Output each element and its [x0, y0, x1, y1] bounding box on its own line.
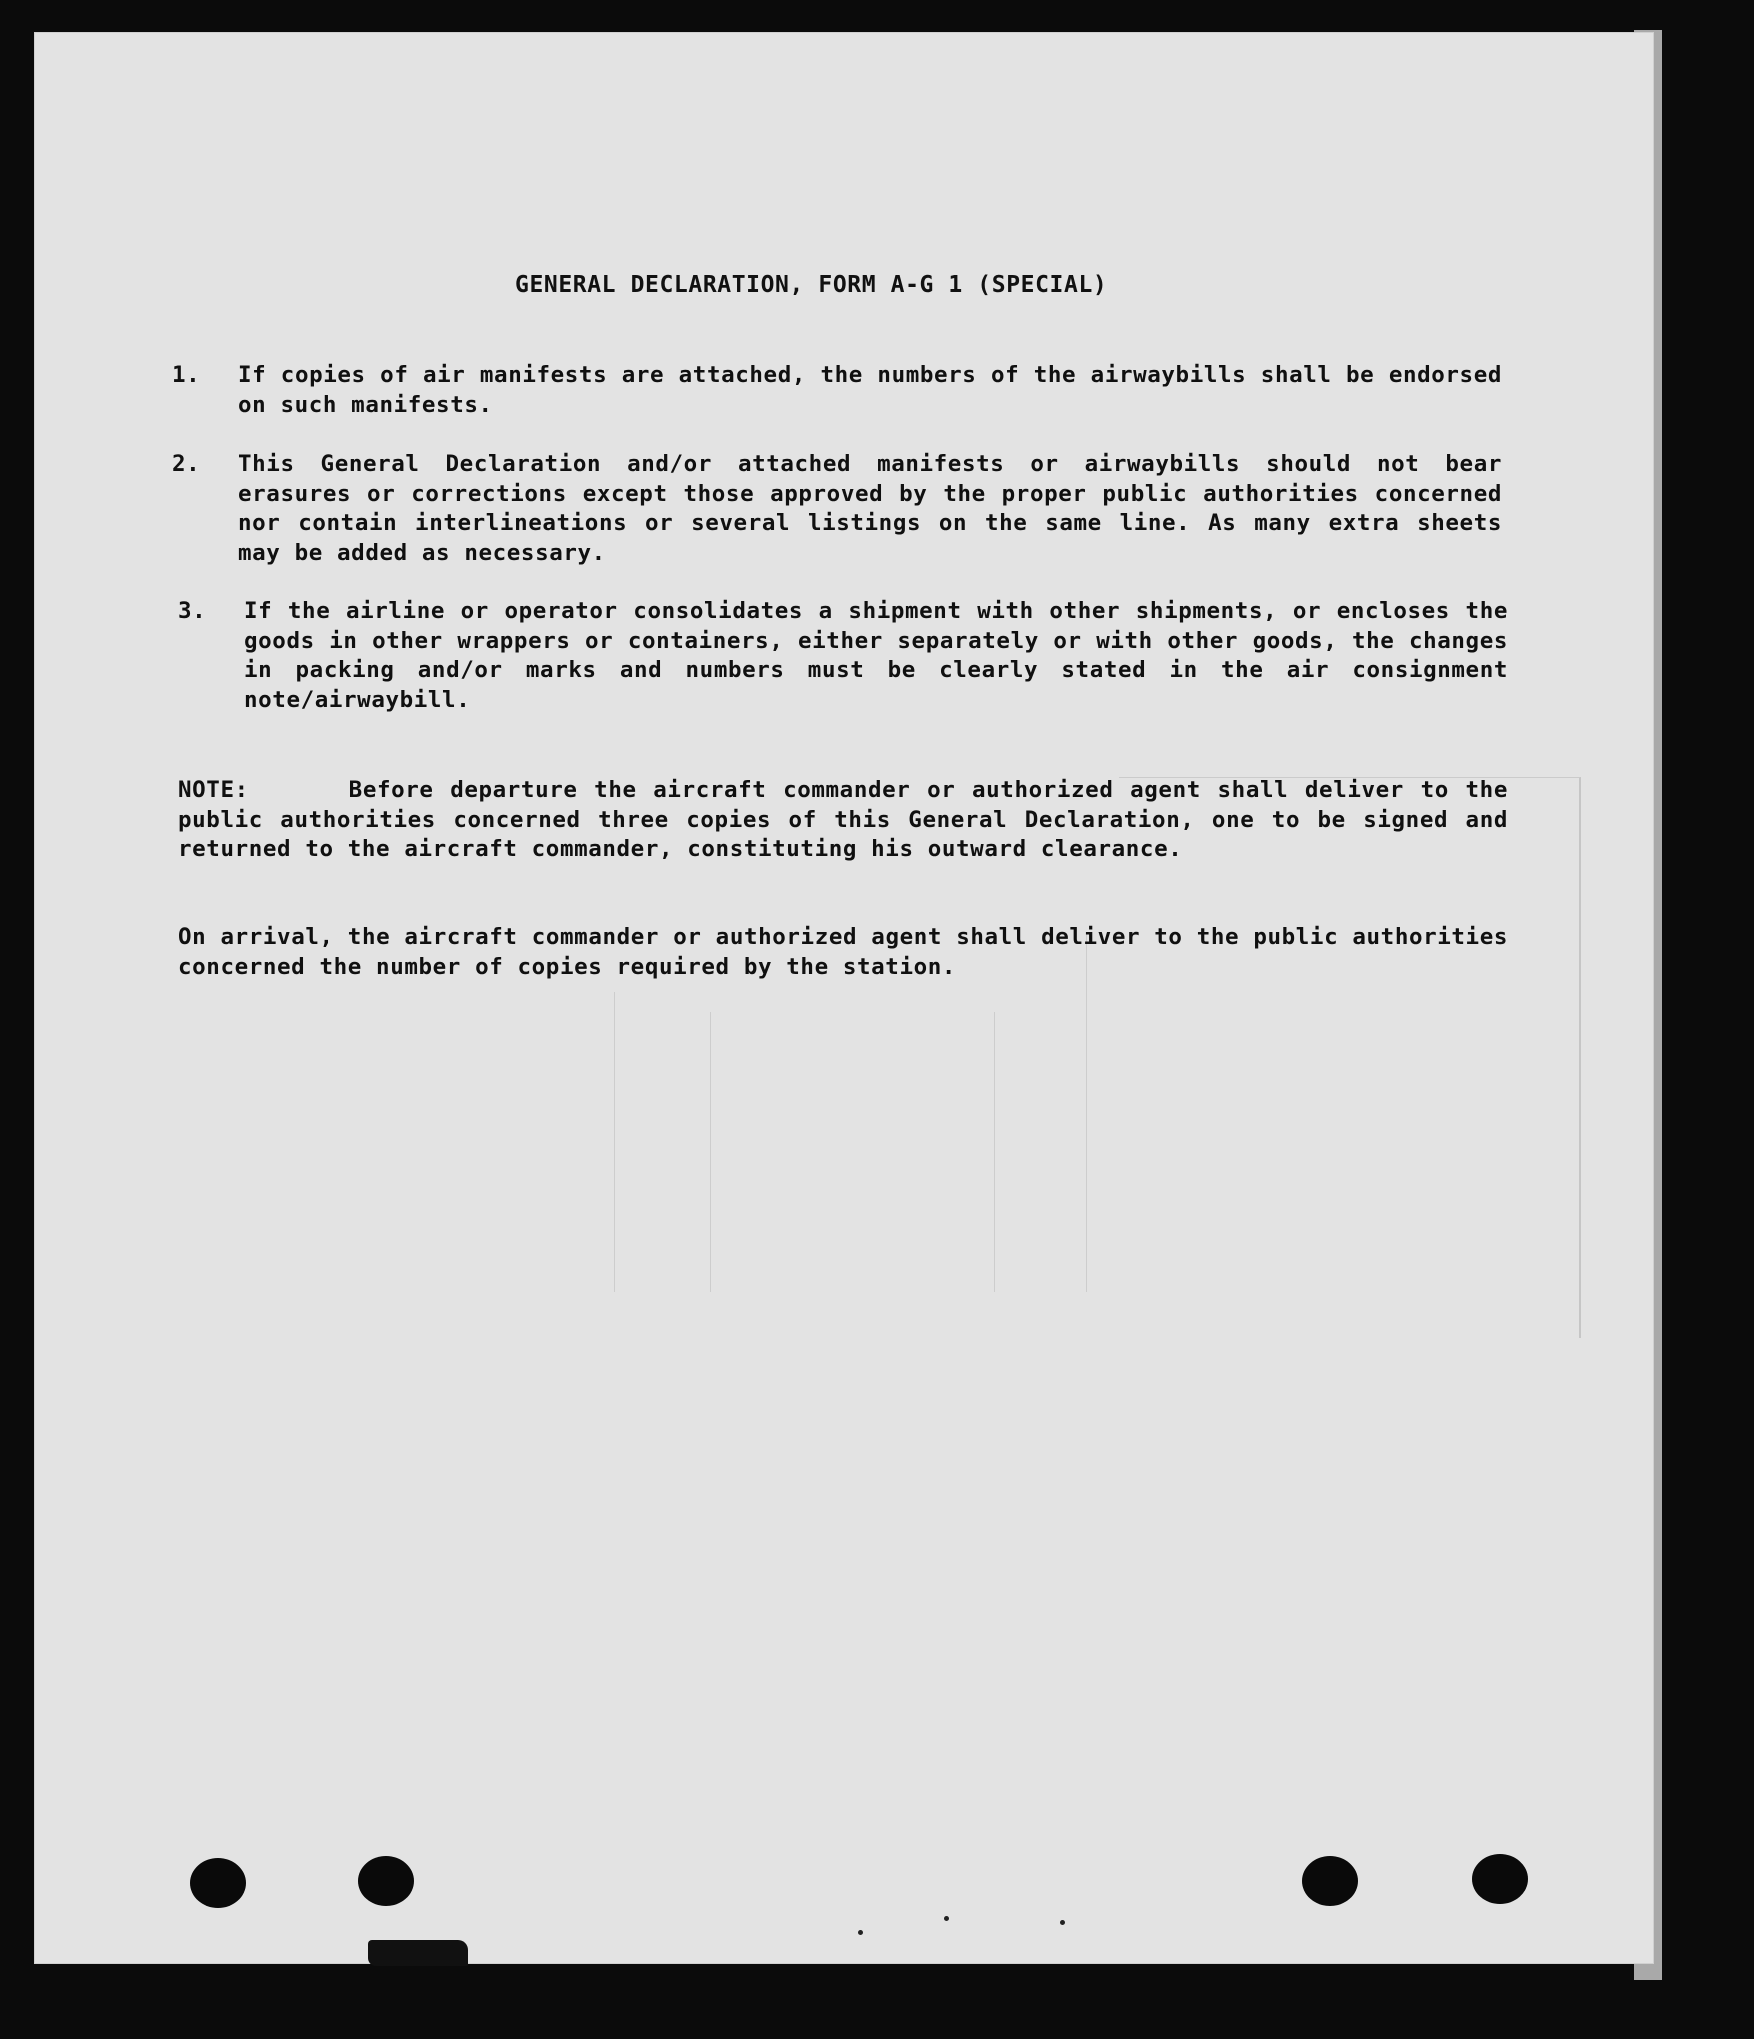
item-number: 3.	[178, 598, 207, 624]
punch-hole	[358, 1856, 414, 1906]
list-item	[178, 597, 1508, 715]
dust-speck	[1060, 1920, 1065, 1925]
punch-hole	[1302, 1856, 1358, 1906]
list-item	[172, 450, 1502, 568]
arrival-paragraph: On arrival, the aircraft commander or authorized agent shall deliver to the public authorities concerned the number of copies required by the station.	[178, 924, 1508, 980]
list-item	[172, 361, 1502, 420]
show-through-line	[710, 1012, 711, 1292]
dust-speck	[858, 1930, 863, 1935]
punch-hole	[190, 1858, 246, 1908]
item-text: If the airline or operator consolidates a shipment with other shipments, or encloses the goods in other wrappers or containers, either separately or with other goods, the changes in packing and/or marks and numbers must be clearly stated in the air consignment note/airwaybill.	[244, 598, 1508, 713]
note-paragraph	[178, 776, 1508, 865]
punch-hole	[1472, 1854, 1528, 1904]
torn-edge	[368, 1940, 468, 1966]
item-text: This General Declaration and/or attached manifests or airwaybills should not bear erasures or corrections except those approved by the proper public authorities concerned nor contain interlineations or several listings on the same line. As many extra sheets may be added as necessary.	[238, 451, 1502, 566]
show-through-line	[614, 992, 615, 1292]
note-text: Before departure the aircraft commander or authorized agent shall deliver to the public authorities concerned three copies of this General Declaration, one to be signed and returned to the aircraft commander, constituting his outward clearance.	[178, 777, 1508, 862]
show-through-line	[1086, 932, 1087, 1292]
dust-speck	[944, 1916, 949, 1921]
item-number: 1.	[172, 362, 201, 388]
note-label: NOTE:	[178, 777, 249, 803]
item-text: If copies of air manifests are attached, the numbers of the airwaybills shall be endorsed on such manifests.	[238, 362, 1502, 418]
document-page	[34, 32, 1654, 1964]
item-number: 2.	[172, 451, 201, 477]
show-through-line	[994, 1012, 995, 1292]
document-title: GENERAL DECLARATION, FORM A-G 1 (SPECIAL)	[515, 272, 1108, 298]
